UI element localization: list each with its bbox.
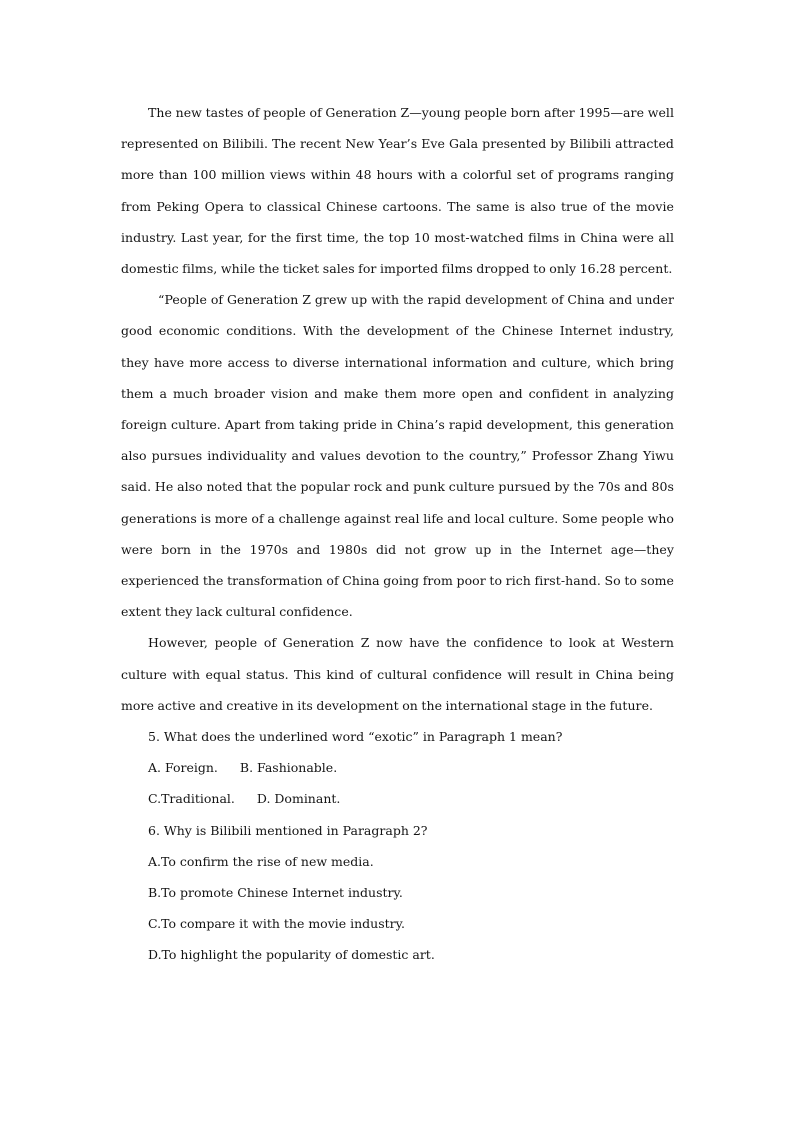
question-5: [121, 721, 674, 815]
passage-paragraph-1: The new tastes of people of Generation Z—young people born after 1995—are well represented on Bilibili. The recent New Year’s Eve Gala presented by Bilibili attracted more than 100 million views within 48 hours with a colorful set of programs ranging from Peking Opera to classical Chinese cartoons. The same is also true of the movie industry. Last year, for the first time, the top 10 most-watched films in China were all domestic films, while the ticket sales for imported films dropped to only 16.28 percent.: [121, 105, 674, 277]
option-5a: A. Foreign.: [148, 760, 218, 776]
question-5-stem: 5. What does the underlined word “exotic” in Paragraph 1 mean?: [148, 729, 563, 745]
passage-paragraph-2: “People of Generation Z grew up with the rapid development of China and under good economic conditions. With the development of the Chinese Internet industry, they have more access to diverse international information and culture, which bring them a much broader vision and make them more open and confident in analyzing foreign culture. Apart from taking pride in China’s rapid development, this generation also pursues individuality and values devotion to the country,” Professor Zhang Yiwu said. He also noted that the popular rock and punk culture pursued by the 70s and 80s generations is more of a challenge against real life and local culture. Some people who were born in the 1970s and 1980s did not grow up in the Internet age—they experienced the transformation of China going from poor to rich first-hand. So to some extent they lack cultural confidence.: [121, 292, 674, 620]
question-6-stem: 6. Why is Bilibili mentioned in Paragraph 2?: [148, 822, 428, 838]
option-6c: C.To compare it with the movie industry.: [148, 916, 406, 932]
option-5d: D. Dominant.: [256, 791, 341, 807]
option-6a: A.To confirm the rise of new media.: [148, 853, 374, 869]
passage-paragraph-3: However, people of Generation Z now have the confidence to look at Western culture with equal status. This kind of cultural confidence will result in China being more active and creative in its development on the international stage in the future.: [121, 635, 674, 713]
question-5-options-row-2: [121, 783, 674, 814]
option-5c: C.Traditional.: [148, 791, 235, 807]
question-6: [121, 815, 674, 971]
question-5-options-row-1: [121, 752, 674, 783]
option-6d: D.To highlight the popularity of domestic art.: [148, 947, 435, 963]
option-6b: B.To promote Chinese Internet industry.: [148, 885, 403, 901]
document-page: [121, 97, 674, 971]
option-5b: B. Fashionable.: [239, 760, 338, 776]
